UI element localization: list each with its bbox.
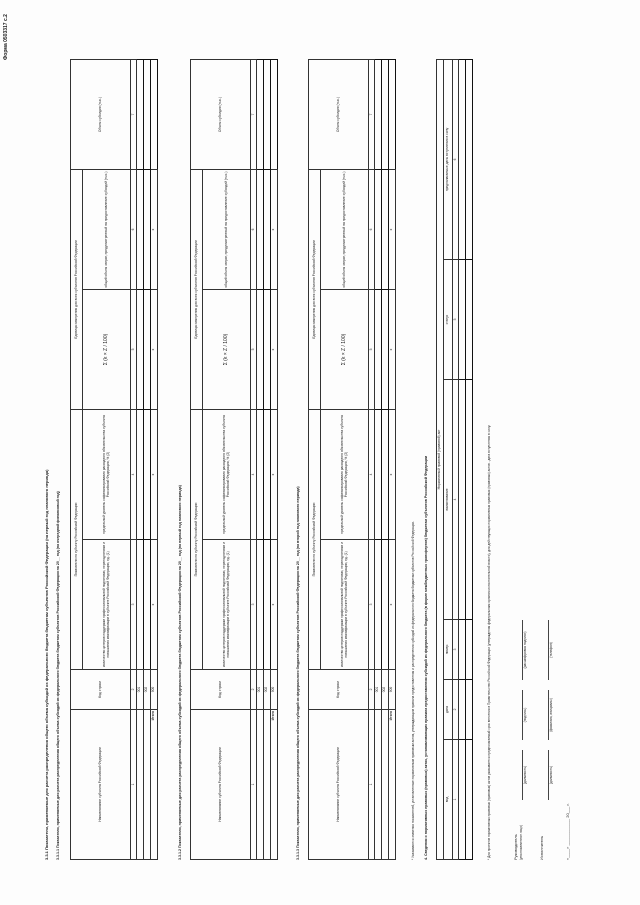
code: 001: [257, 670, 264, 710]
code: 001: [137, 670, 144, 710]
cell: [144, 710, 151, 860]
indicator-table-2: [190, 59, 278, 860]
col-ind1: количество центров поддержки профессиональной подготовки, переподготовки и повышения квалификации в субъекте Российской Федерации, ед. (1): [83, 540, 131, 670]
cell: [459, 680, 466, 740]
cell: [151, 59, 158, 169]
cell: [382, 710, 389, 860]
x-mark: x: [271, 169, 278, 289]
cell: [375, 290, 382, 410]
cell: [257, 540, 264, 670]
num: 4: [369, 410, 375, 540]
code: 002: [144, 670, 151, 710]
num: 3: [369, 540, 375, 670]
cell: [459, 380, 466, 620]
col-ind2: предельный уровень софинансирования расходного обязательства субъекта Российской Федерации, % (2): [83, 410, 131, 540]
col-subject: Наименование субъекта Российской Федерации: [191, 710, 251, 860]
cell: [264, 290, 271, 410]
num: 6: [251, 169, 257, 289]
col-total: Объем субсидии (тыс.): [71, 59, 131, 169]
nra-col-name: наименование: [444, 380, 453, 620]
cell: [137, 540, 144, 670]
cell: [466, 620, 473, 680]
x-mark: x: [389, 290, 396, 410]
col-calc-group: Единица измерения для всех субъектов Российской Федерации: [309, 169, 321, 409]
x-mark: x: [151, 290, 158, 410]
cell: [144, 540, 151, 670]
col-code: Код строки: [71, 670, 131, 710]
total-code: 900: [271, 670, 278, 710]
num: 4: [453, 380, 459, 620]
sig-position: (должность): [523, 765, 527, 785]
cell: [271, 59, 278, 169]
num: 1: [453, 740, 459, 860]
col-formula: Σ (k × Z / 100): [321, 290, 369, 410]
cell: [382, 290, 389, 410]
col-ind1: количество центров поддержки профессиональной подготовки, переподготовки и повышения квалификации в субъекте Российской Федерации, ед. (1): [321, 540, 369, 670]
date-line: «____» ____________ 20___ г.: [565, 803, 570, 860]
num: 4: [251, 410, 257, 540]
cell: [144, 290, 151, 410]
total-label: Итого: [151, 710, 158, 860]
cell: [375, 169, 382, 289]
x-mark: x: [271, 540, 278, 670]
col-indicators-group: Показатели по субъекту Российской Федерации: [191, 410, 203, 670]
num: 5: [369, 290, 375, 410]
cell: [137, 290, 144, 410]
col-code: Код строки: [309, 670, 369, 710]
subsection-2-title: 3.3.1.2 Показатели, применяемые для расчета распределения общего объема субсидий из федерального бюджета бюджетам субъектов Российской Федерации на 20__ год (на первый год планового периода): [178, 485, 182, 860]
num: 7: [369, 59, 375, 169]
col-ind3: общий объем затрат, предусмотренный на предоставление субсидий (тыс.): [83, 169, 131, 289]
cell: [257, 59, 264, 169]
subsection-3-title: 3.3.1.3 Показатели, применяемые для расчета распределения общего объема субсидий из федерального бюджета бюджетам субъектов Российской Федерации на 20__ год (на второй год планового периода): [296, 486, 300, 860]
nra-col-effective: предполагаемые даты вступления в силу: [444, 59, 453, 259]
section-4-title: 4. Сведения о нормативных правовых (правовых) актах, устанавливающих правила предоставления субсидий из федерального бюджета (в форме межбюджетных трансфертов) бюджетам субъектов Российской Федерации: [424, 455, 428, 860]
num: 5: [453, 260, 459, 380]
section-title: 3.3.1 Показатели, применяемые для расчета распределения общего объема субсидий из федерального бюджета бюджетам субъектов Российской Федерации (на первый год планового периода): [44, 469, 49, 860]
total-label: Итого: [389, 710, 396, 860]
cell: [137, 710, 144, 860]
cell: [144, 59, 151, 169]
indicator-table-1: [70, 59, 158, 860]
cell: [264, 169, 271, 289]
x-mark: x: [151, 169, 158, 289]
cell: [375, 710, 382, 860]
x-mark: x: [389, 169, 396, 289]
col-indicators-group: Показатели по субъекту Российской Федерации: [309, 410, 321, 670]
col-calc-group: Единица измерения для всех субъектов Российской Федерации: [191, 169, 203, 409]
cell: [264, 540, 271, 670]
num: 2: [251, 670, 257, 710]
cell: [466, 260, 473, 380]
total-code: 900: [389, 670, 396, 710]
num: 3: [251, 540, 257, 670]
col-code: Код строки: [191, 670, 251, 710]
num: 3: [131, 540, 137, 670]
form-code: Форма 0503317 с.2: [3, 14, 9, 60]
legal-acts-table: [436, 59, 473, 860]
x-mark: x: [151, 410, 158, 540]
nra-col-type: вид: [444, 740, 453, 860]
col-ind3: общий объем затрат, предусмотренный на предоставление субсидий (тыс.): [321, 169, 369, 289]
exec-fio: (фамилия, инициалы): [549, 698, 553, 732]
x-mark: x: [389, 410, 396, 540]
num: 2: [131, 670, 137, 710]
sig-decoding: (расшифровка подписи): [523, 631, 527, 669]
col-ind3: общий объем затрат, предусмотренный на предоставление субсидий (тыс.): [203, 169, 251, 289]
sig-signature: (подпись): [523, 707, 527, 723]
cell: [144, 169, 151, 289]
footnote: * Для проектов нормативных правовых (правовых) актов указывается предполагаемый срок внесения в Правительство Российской Федерации (утверждения федеральным органом исполнительной власти), для действующих нормативных правовых (правовых) актов - дата вступления в силу.: [487, 424, 491, 860]
cell: [382, 540, 389, 670]
x-mark: x: [271, 410, 278, 540]
col-ind2: предельный уровень софинансирования расходного обязательства субъекта Российской Федерации, % (2): [203, 410, 251, 540]
num: 5: [131, 290, 137, 410]
code: 002: [264, 670, 271, 710]
cell: [264, 59, 271, 169]
nra-col-status: статус: [444, 260, 453, 380]
nra-col-date: дата: [444, 680, 453, 740]
cell: [466, 380, 473, 620]
cell: [257, 290, 264, 410]
x-mark: x: [151, 540, 158, 670]
col-formula: Σ (k × Z / 100): [83, 290, 131, 410]
cell: [382, 59, 389, 169]
cell: [375, 410, 382, 540]
cell: [382, 169, 389, 289]
cell: [137, 410, 144, 540]
head-label: Руководитель: [513, 834, 518, 860]
head-sub: (уполномоченное лицо): [519, 824, 523, 860]
col-ind1: количество центров поддержки профессиональной подготовки, переподготовки и повышения квалификации в субъекте Российской Федерации, ед. (1): [203, 540, 251, 670]
cell: [144, 410, 151, 540]
cell: [137, 59, 144, 169]
num: 3: [453, 620, 459, 680]
nra-header-group: Нормативный правовой (правовой) акт: [437, 59, 444, 859]
code: 002: [382, 670, 389, 710]
num: 7: [131, 59, 137, 169]
exec-phone: (телефон): [549, 642, 553, 658]
num: 2: [453, 680, 459, 740]
cell: [264, 710, 271, 860]
cell: [466, 740, 473, 860]
num: 1: [131, 710, 137, 860]
cell: [257, 410, 264, 540]
indicator-table-3: [308, 59, 396, 860]
cell: [382, 410, 389, 540]
exec-position: (должность): [549, 765, 553, 785]
num: 6: [453, 59, 459, 259]
cell: [389, 59, 396, 169]
executor-label: Исполнитель: [539, 835, 544, 860]
col-ind2: предельный уровень софинансирования расходного обязательства субъекта Российской Федерации, % (2): [321, 410, 369, 540]
num: 5: [251, 290, 257, 410]
num: 4: [131, 410, 137, 540]
nra-col-number: номер: [444, 620, 453, 680]
num: 6: [369, 169, 375, 289]
signature-block: [510, 460, 590, 860]
x-mark: x: [271, 290, 278, 410]
col-calc-group: Единица измерения для всех субъектов Российской Федерации: [71, 169, 83, 409]
total-label: Итого: [271, 710, 278, 860]
code: 001: [375, 670, 382, 710]
cell: [459, 740, 466, 860]
subsection-1-title: 3.3.1.1 Показатели, применяемые для расчета распределения общего объема субсидий из федерального бюджета бюджетам субъектов Российской Федерации на 20__ год (на очередной финансовый год): [56, 491, 60, 860]
cell: [375, 59, 382, 169]
num: 7: [251, 59, 257, 169]
cell: [257, 169, 264, 289]
x-mark: x: [389, 540, 396, 670]
cell: [466, 680, 473, 740]
cell: [459, 59, 466, 259]
cell: [459, 260, 466, 380]
col-formula: Σ (k × Z / 100): [203, 290, 251, 410]
col-subject: Наименование субъекта Российской Федерации: [309, 710, 369, 860]
col-total: Объем субсидии (тыс.): [191, 59, 251, 169]
cell: [257, 710, 264, 860]
cell: [459, 620, 466, 680]
cell: [264, 410, 271, 540]
col-total: Объем субсидии (тыс.): [309, 59, 369, 169]
cell: [137, 169, 144, 289]
num: 1: [251, 710, 257, 860]
note-text: * Указываются значения показателей, установленные нормативным правовым актом, утверждающим правила предоставления и распределения субсидий из федерального бюджета бюджетам субъектов Российской Федерации.: [411, 520, 415, 860]
num: 6: [131, 169, 137, 289]
total-code: 900: [151, 670, 158, 710]
num: 2: [369, 670, 375, 710]
col-indicators-group: Показатели по субъекту Российской Федерации: [71, 410, 83, 670]
col-subject: Наименование субъекта Российской Федерации: [71, 710, 131, 860]
cell: [466, 59, 473, 259]
num: 1: [369, 710, 375, 860]
cell: [375, 540, 382, 670]
